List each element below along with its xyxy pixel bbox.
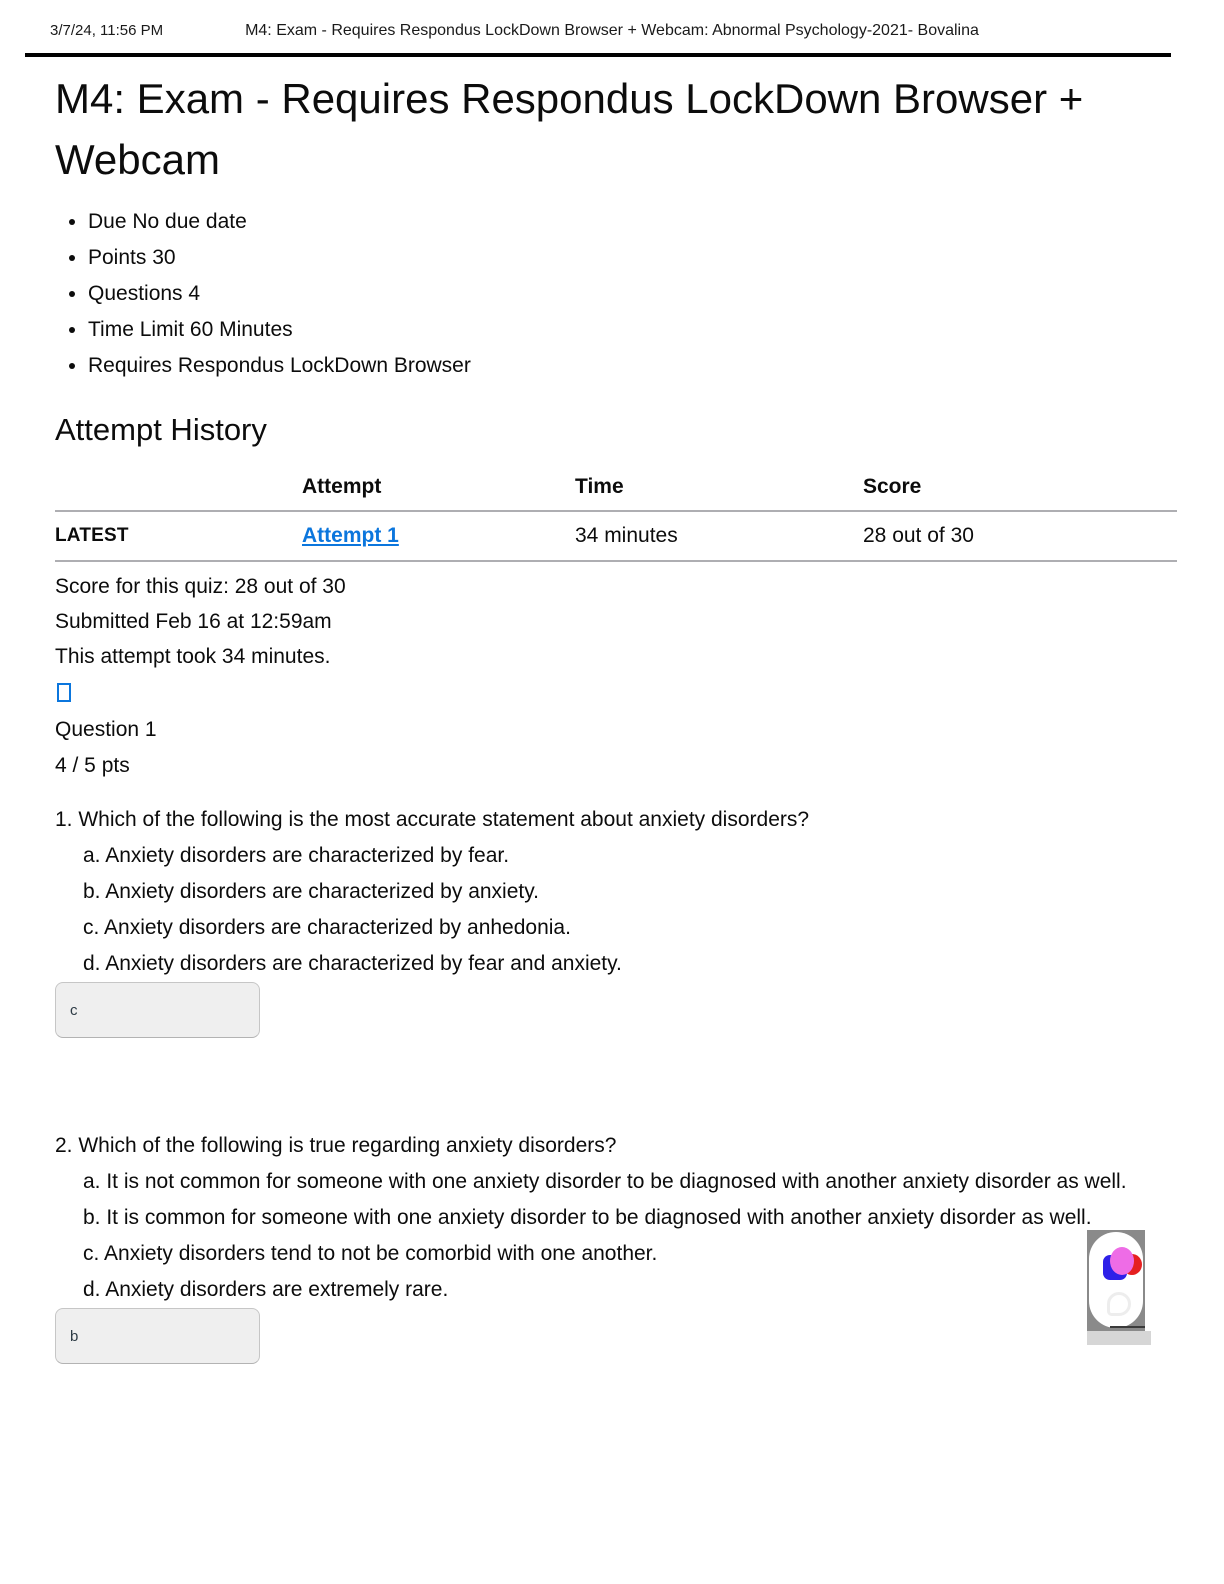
detail-due: • Due No due date xyxy=(88,204,1169,240)
attempt-history-table xyxy=(55,464,1177,562)
attempt-time-value: 34 minutes xyxy=(575,511,863,561)
detail-lockdown-browser: • Requires Respondus LockDown Browser xyxy=(88,348,1169,384)
duration-line: This attempt took 34 minutes. xyxy=(55,645,331,668)
print-doc-title: M4: Exam - Requires Respondus LockDown Browser + Webcam: Abnormal Psychology-2021- Bovalina xyxy=(245,22,979,39)
question-1-option-c: c. Anxiety disorders are characterized by anhedonia. xyxy=(83,916,571,939)
quiz-score-line: Score for this quiz: 28 out of 30 xyxy=(55,575,346,598)
question-2-option-a: a. It is not common for someone with one anxiety disorder to be diagnosed with another anxiety disorder as well. xyxy=(83,1170,1127,1193)
header-divider xyxy=(25,53,1171,57)
submitted-line: Submitted Feb 16 at 12:59am xyxy=(55,610,332,633)
detail-points: • Points 30 xyxy=(88,240,1169,276)
table-header-row xyxy=(55,464,1177,511)
question-2-answer-input[interactable]: b xyxy=(55,1308,260,1364)
question-2-option-d: d. Anxiety disorders are extremely rare. xyxy=(83,1278,449,1301)
question-1-option-b: b. Anxiety disorders are characterized by anxiety. xyxy=(83,880,540,903)
question-1-option-d: d. Anxiety disorders are characterized by fear and anxiety. xyxy=(83,952,622,975)
question-1-option-a: a. Anxiety disorders are characterized by fear. xyxy=(83,844,510,867)
latest-label: LATEST xyxy=(55,511,302,561)
quiz-details-list xyxy=(55,204,1169,384)
main-content xyxy=(55,68,1169,1364)
column-header-attempt: Attempt xyxy=(302,464,575,511)
question-1-answer-input[interactable]: c xyxy=(55,982,260,1038)
column-header-time: Time xyxy=(575,464,863,511)
detail-time-limit: • Time Limit 60 Minutes xyxy=(88,312,1169,348)
attempt-1-link[interactable]: Attempt 1 xyxy=(302,524,399,547)
question-1-header: Question 1 xyxy=(55,718,157,741)
print-datetime: 3/7/24, 11:56 PM xyxy=(50,22,164,39)
question-1-options xyxy=(55,838,1169,982)
attempt-history-heading: Attempt History xyxy=(55,412,267,447)
table-row xyxy=(55,511,1177,561)
detail-questions: • Questions 4 xyxy=(88,276,1169,312)
print-header xyxy=(0,22,1224,42)
question-2-options xyxy=(55,1164,1169,1308)
page-title: M4: Exam - Requires Respondus LockDown Browser + Webcam xyxy=(55,75,1084,183)
question-2-option-b: b. It is common for someone with one anxiety disorder to be diagnosed with another anxiety disorder as well. xyxy=(83,1206,1092,1229)
column-header-blank xyxy=(55,464,302,511)
question-1-points: 4 / 5 pts xyxy=(55,754,130,777)
question-2-prompt: 2. Which of the following is true regarding anxiety disorders? xyxy=(55,1134,617,1157)
attempt-score-value: 28 out of 30 xyxy=(863,511,1177,561)
column-header-score: Score xyxy=(863,464,1177,511)
missing-glyph-icon[interactable] xyxy=(57,683,71,702)
attempt-summary xyxy=(55,569,1169,674)
question-2-option-c: c. Anxiety disorders tend to not be comorbid with one another. xyxy=(83,1242,658,1265)
question-1-prompt: 1. Which of the following is the most accurate statement about anxiety disorders? xyxy=(55,808,810,831)
